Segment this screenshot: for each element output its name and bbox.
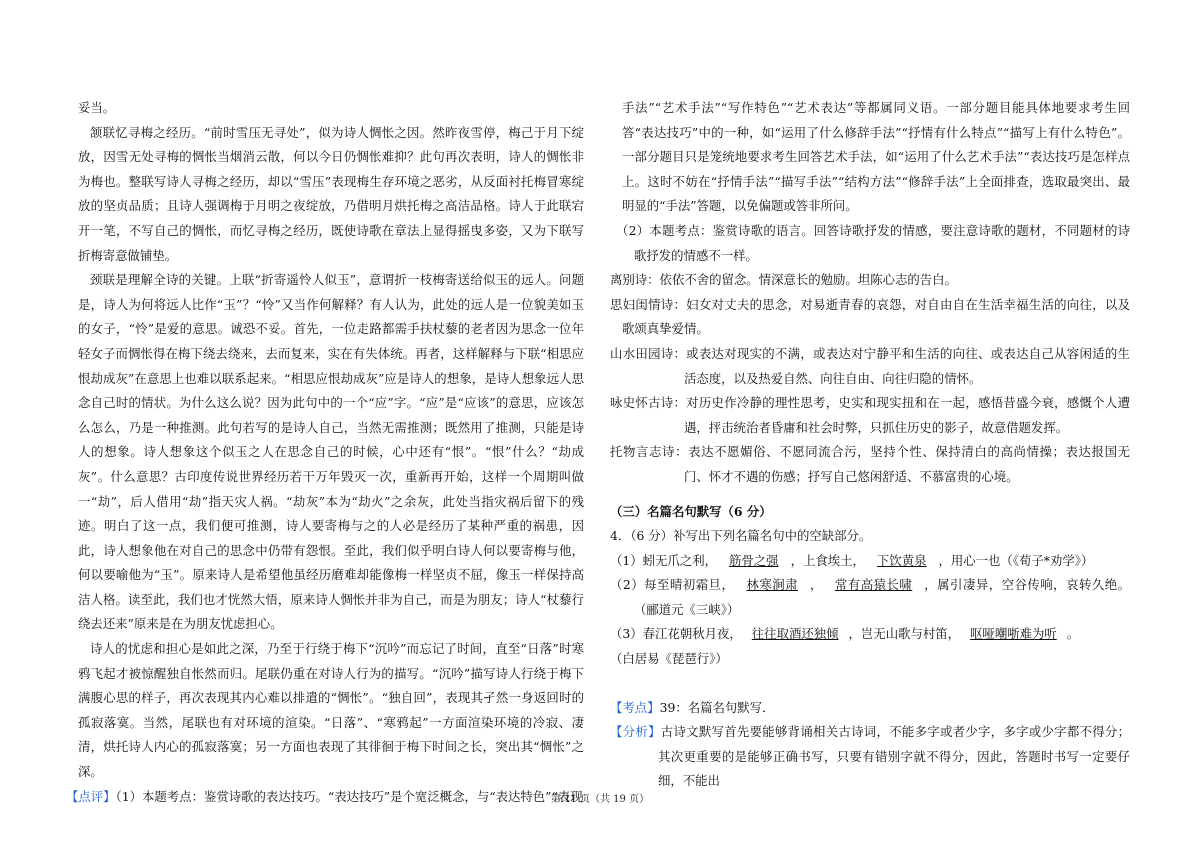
paragraph: 颔联忆寻梅之经历。“前时雪压无寻处”，似为诗人惆怅之因。然昨夜雪停，梅己于月下绽放，因雪无处寻梅的惆怅当烟消云散，何以今日仍惆怅难抑？此句再次表明，诗人的惆怅非为梅也。整联写诗人寻梅之经历，却以“雪压”表现梅生存环境之恶劣，从反面衬托梅冒寒绽放的坚贞品质；且诗人强调梅于月明之夜绽放，乃借明月烘托梅之高洁品格。诗人于此联宕开一笔，不写自己的惆怅，而忆寻梅之经历，既使诗歌在章法上显得摇曳多姿，又为下联写折梅寄意做铺垫。 bbox=[78, 124, 584, 263]
answer-line: （2）每至晴初霜旦， 林寒涧肃 ， 常有高猿长啸 ，属引凄异，空谷传响，哀转久绝。（郦道元《三峡》） bbox=[610, 577, 1131, 617]
answer-blank: 下饮黄泉 bbox=[876, 552, 927, 568]
section-title: （三）名篇名句默写（6 分） bbox=[610, 503, 772, 519]
paragraph: 山水田园诗：或表达对现实的不满，或表达对宁静平和生活的向往、或表达自己从容闲适的生活态度，以及热爱自然、向往自由、向往归隐的情怀。 bbox=[610, 345, 1130, 386]
question-stem: 4．（6 分）补写出下列名篇名句中的空缺部分。 bbox=[610, 528, 872, 544]
paragraph: 咏史怀古诗：对历史作冷静的理性思考，史实和现实扭和在一起，感悟昔盛今衰，感慨个人遭遇，抨击统治者昏庸和社会时弊，只抓住历史的影子，故意借题发挥。 bbox=[610, 395, 1130, 435]
fenxi-text: 古诗文默写首先要能够背诵相关古诗词，不能多字或者少字，多字或少字都不得分；其次更重要的是能够正确书写，只要有错别字就不得分，因此，答题时书写一定要仔细，不能出 bbox=[658, 724, 1131, 789]
page-footer: 第 11 页（共 19 页） bbox=[550, 794, 650, 805]
paragraph: （2）本题考点：鉴赏诗歌的语言。回答诗歌抒发的情感，要注意诗歌的题材，不同题材的诗歌抒发的情感不一样。 bbox=[616, 222, 1130, 263]
spacer bbox=[610, 672, 1130, 696]
paragraph: 手法”“艺术手法”“写作特色”“艺术表达”等都属同义语。一部分题目能具体地要求考生回答“表达技巧”中的一种，如“运用了什么修辞手法”“抒情有什么特点”“描写上有什么特色”。一部分题目只是笼统地要求考生回答艺术手法，如“运用了什么艺术手法”“表达技巧是怎样点上。这时不妨在“抒情手法”“描写手法”“结构方法”“修辞手法”上全面排查，选取最突出、最明显的“手法”答题，以免偏题或答非所问。 bbox=[622, 100, 1130, 214]
kaodian-paragraph bbox=[610, 696, 1130, 721]
paragraph: 妥当。 bbox=[78, 100, 116, 115]
comment-text: （1）本题考点：鉴赏诗歌的表达技巧。“表达技巧”是个宽泛概念，与“表达特色”“表现 bbox=[115, 788, 583, 804]
fenxi-paragraph bbox=[610, 720, 1130, 794]
answer-blank: 常有高猿长啸 bbox=[834, 577, 913, 593]
kaodian-text: 39：名篇名句默写． bbox=[659, 699, 775, 715]
paragraph: 离别诗：依依不舍的留念。情深意长的勉励。坦陈心志的告白。 bbox=[610, 272, 957, 288]
left-column bbox=[66, 96, 584, 809]
fenxi-tag: 【分析】 bbox=[610, 724, 661, 740]
answer-blank: 呕哑嘲哳难为听 bbox=[970, 626, 1057, 642]
right-column bbox=[610, 96, 1130, 794]
paragraph: 诗人的忧虑和担心是如此之深，乃至于行绕于梅下“沉吟”而忘记了时间，直至“日落”时寒鸦飞起才被惊醒独自怅然而归。尾联仍重在对诗人行为的描写。“沉吟”描写诗人行绕于梅下满腹心思的样子，再次表现其内心难以排遣的“惆怅”。“独自回”，表现其孑然一身返回时的孤寂落寞。当然，尾联也有对环境的渲染。“日落”、“寒鸦起”一方面渲染环境的冷寂、凄清，烘托诗人内心的孤寂落寞；另一方面也表现了其徘徊于梅下时间之长，突出其“惆怅”之深。 bbox=[78, 641, 584, 780]
comment-tag: 【点评】 bbox=[66, 788, 116, 804]
answer-line: （3）春江花朝秋月夜， 往往取酒还独倾 ，岂无山歌与村笛， 呕哑嘲哳难为听 。 bbox=[610, 626, 1080, 642]
answer-blank: 筋骨之强 bbox=[729, 552, 779, 568]
answer-blank: 林寒涧肃 bbox=[746, 577, 798, 593]
paragraph: 托物言志诗：表达不愿媚俗、不愿同流合污，坚持个性、保持清白的高尚情操；表达报国无门、怀才不遇的伤感；抒写自己悠闲舒适、不慕富贵的心境。 bbox=[610, 444, 1130, 484]
paragraph: 颈联是理解全诗的关键。上联“折寄遥怜人似玉”，意谓折一枝梅寄送给似玉的远人。问题是，诗人为何将远人比作“玉”？“怜”又当作何解释？有人认为，此处的远人是一位貌美如玉的女子，“怜”是爱的意思。诚恐不妥。首先，一位走路都需手扶杖藜的老者因为思念一位年轻女子而惆怅得在梅下绕去绕来，去而复来，实在有失体统。再者，这样解释与下联“相思应恨劫成灰”在意思上也难以联系起来。“相思应恨劫成灰”应是诗人的想象，是诗人想象远人思念自己时的情状。为什么这么说？因为此句中的一个“应”字。“应”是“应该”的意思，应该怎么怎么，乃是一种推测。此句若写的是诗人自己，当然无需推测；既然用了推测，只能是诗人的想象。诗人想象这个似玉之人在思念自己的时候，心中还有“恨”。“恨”什么？“劫成灰”。什么意思？古印度传说世界经历若干万年毁灭一次，重新再开始，这样一个周期叫做一“劫”，后人借用“劫”指天灾人祸。“劫灰”本为“劫火”之余灰，此处当指灾祸后留下的残迹。明白了这一点，我们便可推测，诗人要寄梅与之的人必是经历了某种严重的祸患，因此，诗人想象他在对自己的思念中仍带有怨恨。至此，我们似乎明白诗人何以要寄梅与他，何以要喻他为“玉”。原来诗人是希望他虽经历磨难却能像梅一样坚贞不屈，像玉一样保持高洁人格。读至此，我们也才恍然大悟，原来诗人惆怅并非为自己，而是为朋友；诗人“杖藜行绕去还来”原来是在为朋友忧虑担心。 bbox=[78, 272, 584, 632]
kaodian-tag: 【考点】 bbox=[610, 699, 660, 715]
answer-source: （白居易《琵琶行》） bbox=[610, 651, 728, 667]
answer-blank: 往往取酒还独倾 bbox=[751, 626, 839, 642]
answer-line: （1）蚓无爪之利， 筋骨之强 ，上食埃土， 下饮黄泉 ，用心一也（《荀子*劝学》） bbox=[610, 552, 1094, 568]
paragraph: 思妇闺情诗：妇女对丈夫的思念，对易逝青春的哀怨，对自由自在生活幸福生活的向往，以及歌颂真挚爱情。 bbox=[610, 296, 1130, 337]
